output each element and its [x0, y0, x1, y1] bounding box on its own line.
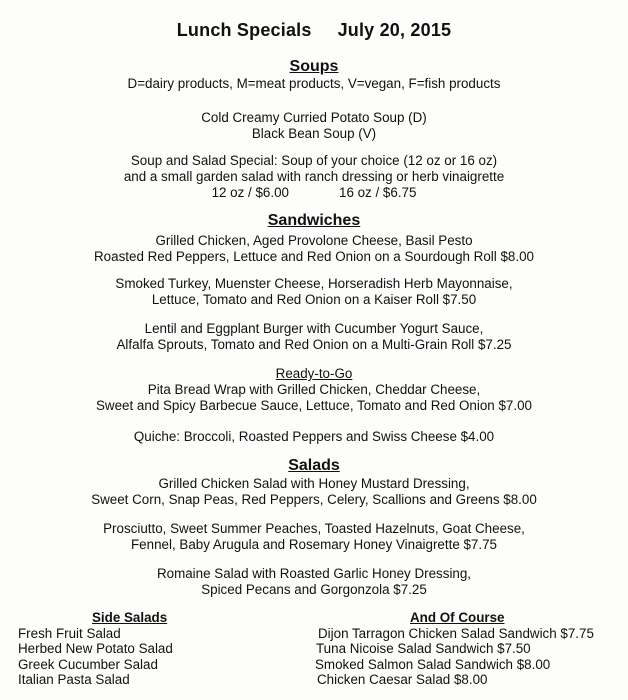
list-item: Herbed New Potato Salad	[18, 641, 173, 657]
price-12oz: 12 oz / $6.00	[211, 185, 289, 200]
item-line: Fennel, Baby Arugula and Rosemary Honey Vinaigrette $7.75	[131, 537, 497, 552]
soup-item: Cold Creamy Curried Potato Soup (D)	[201, 110, 427, 125]
salads-heading: Salads	[288, 457, 340, 474]
item-line: Roasted Red Peppers, Lettuce and Red Onion on a Sourdough Roll $8.00	[94, 249, 534, 264]
sandwiches-heading: Sandwiches	[267, 212, 361, 229]
item-line: Spiced Pecans and Gorgonzola $7.25	[201, 582, 427, 597]
salad-item	[0, 476, 628, 508]
soups-legend: D=dairy products, M=meat products, V=vegan, F=fish products	[127, 76, 501, 91]
menu-title	[0, 20, 628, 41]
price-16oz: 16 oz / $6.75	[339, 185, 417, 200]
list-item: Fresh Fruit Salad	[18, 625, 121, 641]
side-salads-heading: Side Salads	[92, 610, 168, 625]
soup-salad-special	[0, 153, 628, 201]
item-line: Grilled Chicken Salad with Honey Mustard Dressing,	[158, 476, 470, 491]
salad-item	[0, 521, 628, 553]
ready-to-go-heading: Ready-to-Go	[275, 366, 353, 381]
sandwich-item	[0, 233, 628, 265]
list-item: Smoked Salmon Salad Sandwich $8.00	[315, 656, 551, 672]
salad-item	[0, 566, 628, 598]
menu-title-name: Lunch Specials	[176, 20, 312, 40]
list-item: Greek Cucumber Salad	[18, 656, 158, 672]
and-of-course-column	[315, 610, 594, 688]
quiche-item	[0, 429, 628, 445]
ready-to-go	[0, 366, 628, 414]
soups-section	[0, 58, 628, 92]
item-line: Alfalfa Sprouts, Tomato and Red Onion on a Multi-Grain Roll $7.25	[116, 337, 512, 352]
item-line: Prosciutto, Sweet Summer Peaches, Toasted Hazelnuts, Goat Cheese,	[103, 521, 525, 536]
menu-title-date: July 20, 2015	[337, 20, 452, 40]
list-item: Tuna Nicoise Salad Sandwich $7.50	[316, 641, 531, 657]
salads-section	[0, 457, 628, 475]
item-line: Lentil and Eggplant Burger with Cucumber Yogurt Sauce,	[144, 321, 484, 336]
item-line: Smoked Turkey, Muenster Cheese, Horseradish Herb Mayonnaise,	[115, 276, 513, 291]
item-line: Sweet and Spicy Barbecue Sauce, Lettuce, Tomato and Red Onion $7.00	[96, 398, 532, 413]
sandwich-item	[0, 321, 628, 353]
sandwiches-section	[0, 212, 628, 230]
special-line: Soup and Salad Special: Soup of your choice (12 oz or 16 oz)	[130, 153, 498, 168]
item-line: Romaine Salad with Roasted Garlic Honey Dressing,	[156, 566, 472, 581]
list-item: Dijon Tarragon Chicken Salad Sandwich $7.75	[318, 625, 594, 641]
item-line: Pita Bread Wrap with Grilled Chicken, Cheddar Cheese,	[147, 382, 481, 397]
side-salads-column	[18, 610, 173, 688]
soup-item: Black Bean Soup (V)	[251, 126, 377, 141]
special-prices	[0, 185, 628, 201]
soups-heading: Soups	[289, 58, 339, 75]
list-item: Italian Pasta Salad	[18, 672, 130, 688]
item-line: Lettuce, Tomato and Red Onion on a Kaiser Roll $7.50	[151, 292, 477, 307]
sandwich-item	[0, 276, 628, 308]
item-line: Grilled Chicken, Aged Provolone Cheese, Basil Pesto	[155, 233, 473, 248]
soups-list	[0, 110, 628, 142]
special-line: and a small garden salad with ranch dressing or herb vinaigrette	[123, 169, 505, 184]
item-line: Sweet Corn, Snap Peas, Red Peppers, Celery, Scallions and Greens $8.00	[91, 492, 537, 507]
list-item: Chicken Caesar Salad $8.00	[317, 672, 488, 688]
and-of-course-heading: And Of Course	[410, 610, 505, 625]
item-line: Quiche: Broccoli, Roasted Peppers and Swiss Cheese $4.00	[133, 429, 495, 444]
